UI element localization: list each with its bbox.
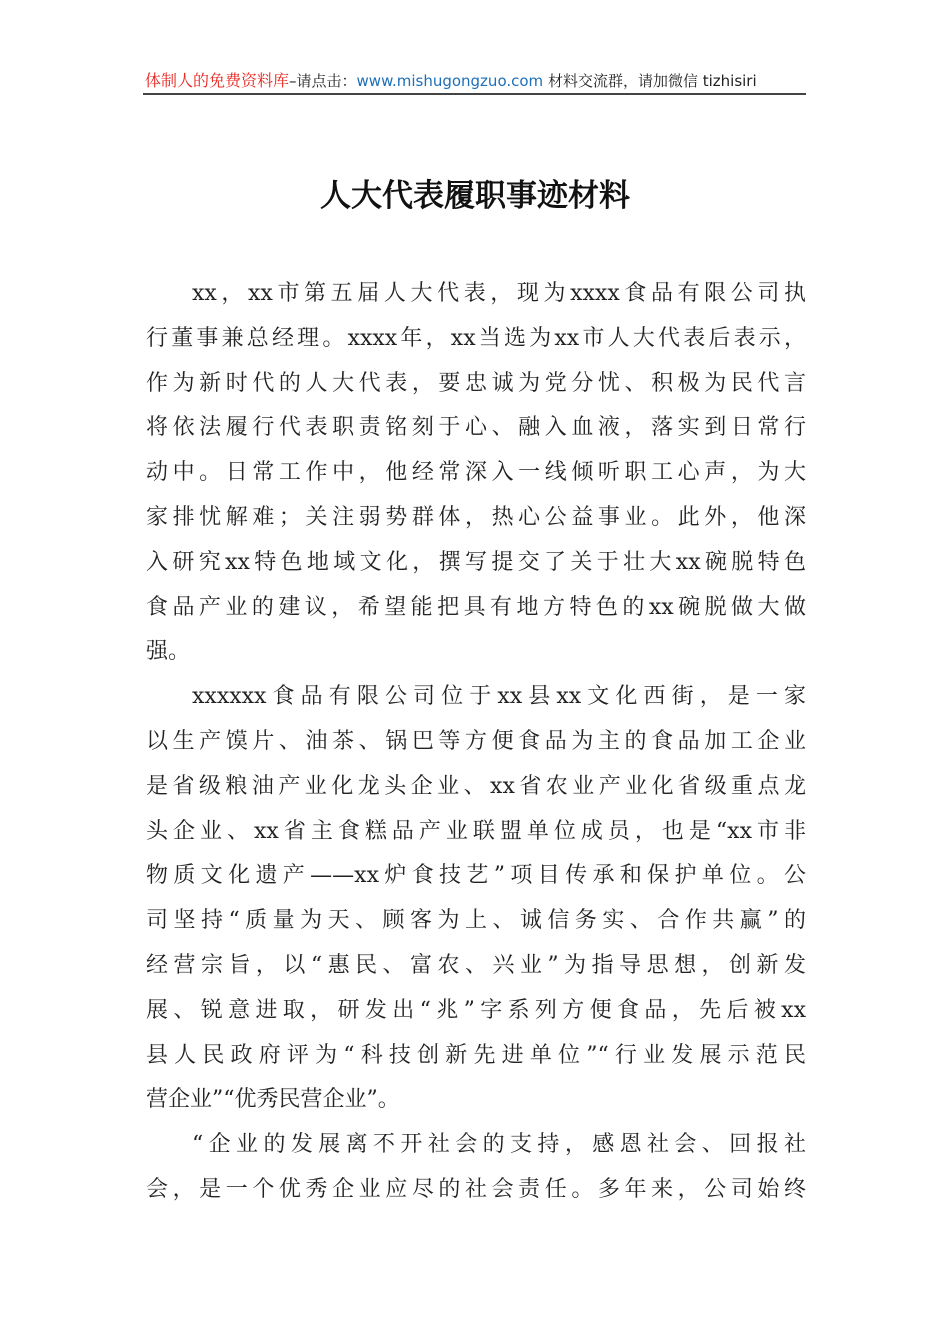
paragraph-line: 强。	[146, 639, 191, 665]
paragraph-line: 将依法履行代表职责铭刻于心、融入血液，落实到日常行	[146, 415, 806, 441]
paragraph-line: “企业的发展离不开社会的支持，感恩社会、回报社	[192, 1132, 806, 1158]
paragraph-line: 经营宗旨，以“惠民、富农、兴业”为指导思想，创新发	[146, 952, 806, 978]
paragraph-line: 入研究xx特色地域文化，撰写提交了关于壮大xx碗脱特色	[146, 549, 806, 575]
header-divider	[143, 93, 806, 95]
site-link[interactable]: www.mishugongzuo.com	[356, 72, 544, 90]
paragraph-line: 展、锐意进取，研发出“兆”字系列方便食品，先后被xx	[146, 997, 806, 1023]
paragraph-line: xx，xx市第五届人大代表，现为xxxx食品有限公司执	[192, 281, 806, 306]
paragraph-line: 作为新时代的人大代表，要忠诚为党分忧、积极为民代言	[146, 370, 806, 396]
site-name: 体制人的免费资料库	[145, 71, 290, 90]
paragraph-line: 营企业”“优秀民营企业”。	[146, 1087, 400, 1113]
paragraph-line: 头企业、xx省主食糕品产业联盟单位成员，也是“xx市非	[146, 818, 806, 844]
paragraph-line: 司坚持“质量为天、顾客为上、诚信务实、合作共赢”的	[146, 908, 806, 934]
page-header	[145, 70, 805, 92]
paragraph-line: 县人民政府评为“科技创新先进单位”“行业发展示范民	[146, 1042, 806, 1068]
document-title: 人大代表履职事迹材料	[320, 178, 630, 214]
click-prompt: –请点击：	[289, 72, 357, 90]
header-note: 材料交流群，请加微信 tizhisiri	[547, 72, 757, 90]
paragraph-line: 食品产业的建议，希望能把具有地方特色的xx碗脱做大做	[146, 594, 806, 620]
paragraph-line: 是省级粮油产业化龙头企业、xx省农业产业化省级重点龙	[146, 773, 806, 799]
document-body	[146, 272, 806, 1213]
paragraph-line: 以生产馍片、油茶、锅巴等方便食品为主的食品加工企业	[146, 728, 806, 754]
paragraph-line: 物质文化遗产——xx炉食技艺”项目传承和保护单位。公	[146, 863, 806, 889]
paragraph-line: xxxxxx食品有限公司位于xx县xx文化西街，是一家	[192, 684, 806, 710]
paragraph-line: 家排忧解难；关注弱势群体，热心公益事业。此外，他深	[146, 504, 806, 530]
paragraph-line: 行董事兼总经理。xxxx年，xx当选为xx市人大代表后表示，	[146, 325, 806, 351]
paragraph-line: 动中。日常工作中，他经常深入一线倾听职工心声，为大	[146, 460, 806, 486]
paragraph-line: 会，是一个优秀企业应尽的社会责任。多年来，公司始终	[146, 1176, 806, 1202]
